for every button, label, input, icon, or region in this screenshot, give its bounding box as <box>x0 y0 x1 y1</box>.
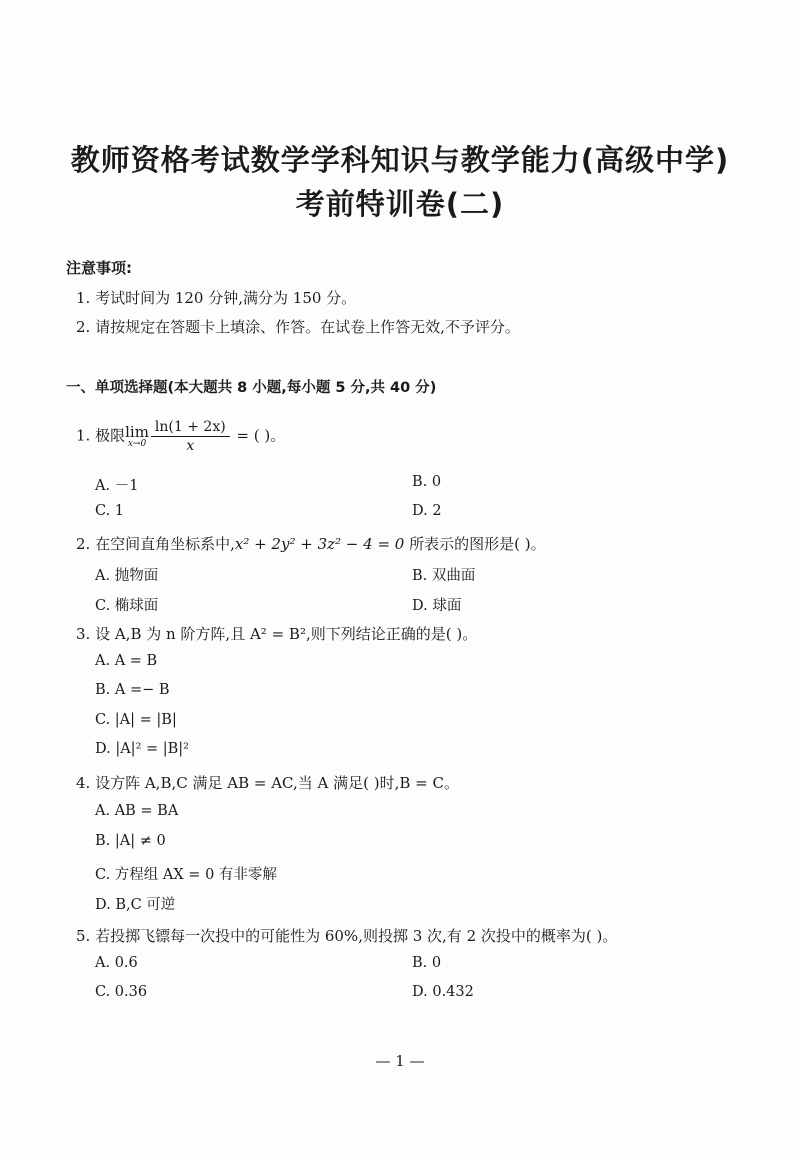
notice-item: 1. 考试时间为 120 分钟,满分为 150 分。 <box>76 289 357 307</box>
fraction-denominator: x <box>186 438 195 454</box>
option-b: B. 0 <box>412 474 442 490</box>
limit-subscript: x→0 <box>127 438 147 449</box>
option-d: D. |A|² = |B|² <box>95 741 189 757</box>
notice-item: 2. 请按规定在答题卡上填涂、作答。在试卷上作答无效,不予评分。 <box>76 318 520 336</box>
question-1 <box>76 419 285 454</box>
question-2-equation: x² + 2y² + 3z² − 4 = 0 <box>234 535 405 553</box>
option-b: B. A =− B <box>95 682 170 698</box>
option-c: C. |A| = |B| <box>95 712 177 728</box>
limit-symbol <box>125 422 149 449</box>
option-b: B. |A| ≠ 0 <box>95 833 166 849</box>
page-number: — 1 — <box>375 1052 425 1070</box>
option-a: A. 0.6 <box>95 955 138 971</box>
question-2-suffix: 所表示的图形是( )。 <box>409 535 546 553</box>
question-3: 3. 设 A,B 为 n 阶方阵,且 A² = B²,则下列结论正确的是( )。 <box>76 625 478 643</box>
option-d: D. 球面 <box>412 598 462 614</box>
option-d: D. 2 <box>412 503 442 519</box>
notice-heading: 注意事项: <box>66 259 132 277</box>
option-b: B. 0 <box>412 955 442 971</box>
fraction <box>151 419 230 454</box>
section-heading: 一、单项选择题(本大题共 8 小题,每小题 5 分,共 40 分) <box>66 380 437 396</box>
option-b: B. 双曲面 <box>412 568 476 584</box>
exam-title: 教师资格考试数学学科知识与教学能力(高级中学) <box>70 143 730 177</box>
option-d: D. 0.432 <box>412 984 474 1000</box>
question-5: 5. 若投掷飞镖每一次投中的可能性为 60%,则投掷 3 次,有 2 次投中的概率为( )。 <box>76 927 618 945</box>
question-4: 4. 设方阵 A,B,C 满足 AB = AC,当 A 满足( )时,B = C。 <box>76 774 459 792</box>
exam-subtitle: 考前特训卷(二) <box>295 187 505 221</box>
question-1-prefix: 1. 极限 <box>76 426 126 445</box>
option-c: C. 椭球面 <box>95 598 159 614</box>
fraction-numerator: ln(1 + 2x) <box>151 419 230 437</box>
option-d: D. B,C 可逆 <box>95 897 176 913</box>
question-1-suffix: = ( )。 <box>236 426 286 445</box>
option-c: C. 方程组 AX = 0 有非零解 <box>95 867 277 883</box>
option-a: A. AB = BA <box>95 803 179 819</box>
option-a: A. 抛物面 <box>95 568 159 584</box>
option-c: C. 0.36 <box>95 984 148 1000</box>
option-a: A. A = B <box>95 653 158 669</box>
question-2 <box>76 533 546 554</box>
option-a: A. －1 <box>95 478 139 494</box>
limit-label: lim <box>125 422 149 441</box>
question-2-prefix: 2. 在空间直角坐标系中, <box>76 535 235 553</box>
option-c: C. 1 <box>95 503 125 519</box>
